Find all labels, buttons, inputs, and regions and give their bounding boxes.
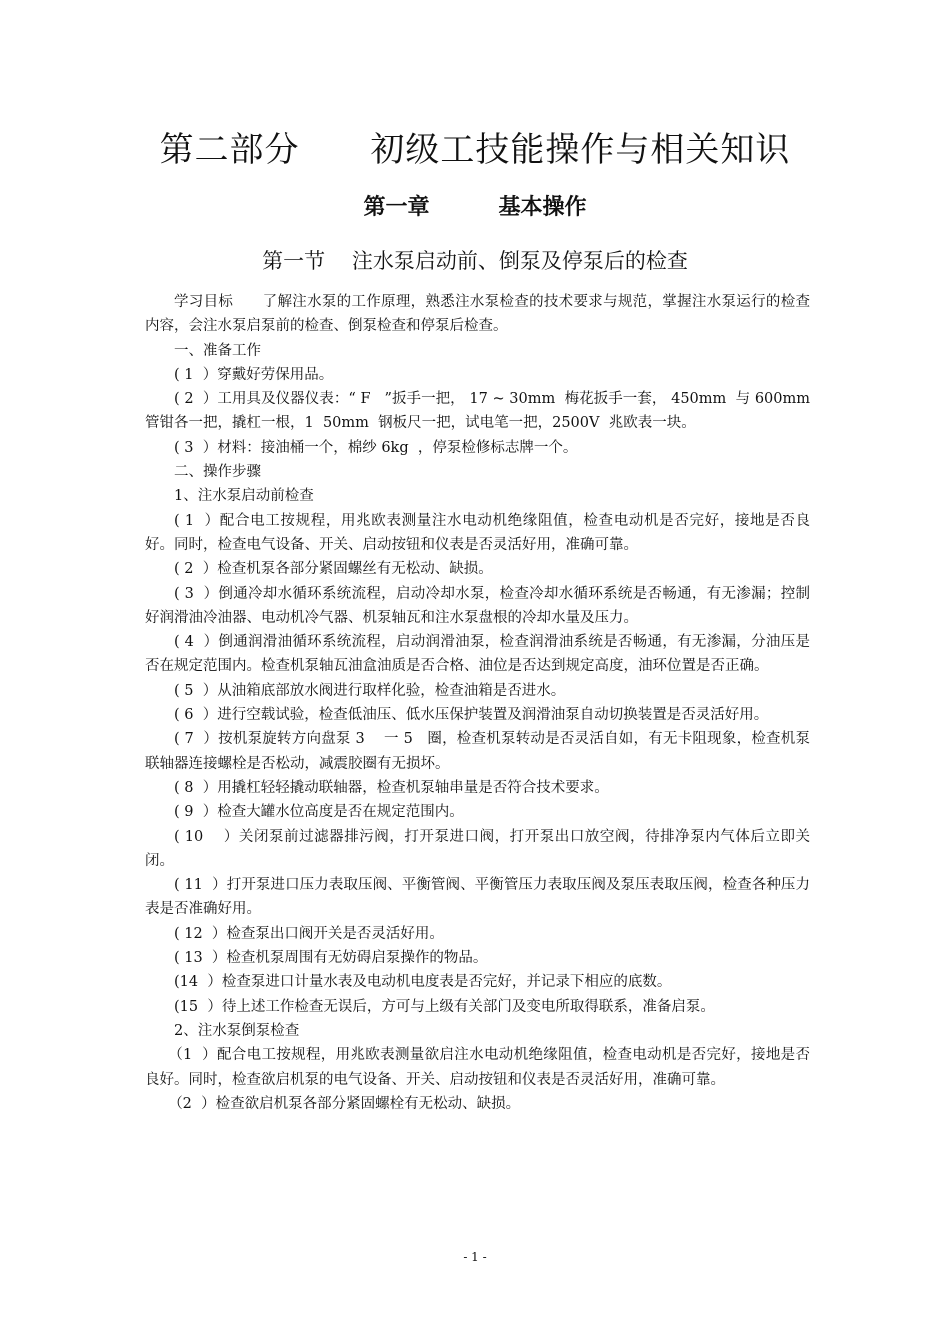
paragraph: （2 ）检查欲启机泵各部分紧固螺栓有无松动、缺损。 xyxy=(168,1095,521,1112)
heading-operation-steps: 二、操作步骤 xyxy=(174,464,261,481)
paragraph: (15 ）待上述工作检查无误后，方可与上级有关部门及变电所取得联系，准备启泵。 xyxy=(174,998,715,1015)
document-body xyxy=(145,290,815,1116)
paragraph: ( 3 ）材料：接油桶一个，棉纱 6kg ，停泵检修标志牌一个。 xyxy=(174,439,578,456)
paragraph: ( 9 ）检查大罐水位高度是否在规定范围内。 xyxy=(174,804,464,821)
part-title: 第二部分 初级工技能操作与相关知识 xyxy=(159,130,791,170)
paragraph: ( 7 ）按机泵旋转方向盘泵 3 一 5 圈，检查机泵转动是否灵活自如，有无卡阻现象，检查机泵联轴器连接螺栓是否松动，减震胶圈有无损坏。 xyxy=(145,731,810,772)
paragraph: ( 2 ）工用具及仪器仪表：“ F ”扳手一把， 17 ~ 30mm 梅花扳手一套， 450mm 与 600mm 管钳各一把，撬杠一根，1 50mm 钢板尺一把，试电笔一把，2500V 兆欧表一块。 xyxy=(145,391,815,432)
paragraph: ( 1 ）穿戴好劳保用品。 xyxy=(174,366,334,383)
chapter-title: 第一章 基本操作 xyxy=(363,194,587,220)
section-title: 第一节 注水泵启动前、倒泵及停泵后的检查 xyxy=(262,249,688,273)
paragraph: ( 12 ）检查泵出口阀开关是否灵活好用。 xyxy=(174,925,444,942)
paragraph: ( 4 ）倒通润滑油循环系统流程，启动润滑油泵，检查润滑油系统是否畅通，有无渗漏，分油压是否在规定范围内。检查机泵轴瓦油盒油质是否合格、油位是否达到规定高度，油环位置是否正确。 xyxy=(145,634,810,675)
paragraph: ( 6 ）进行空载试验，检查低油压、低水压保护装置及润滑油泵自动切换装置是否灵活好用。 xyxy=(174,707,769,724)
subheading-pump-switch-check: 2、注水泵倒泵检查 xyxy=(174,1022,300,1039)
paragraph: (14 ）检查泵进口计量水表及电动机电度表是否完好，并记录下相应的底数。 xyxy=(174,974,672,991)
paragraph: ( 11 ）打开泵进口压力表取压阀、平衡管阀、平衡管压力表取压阀及泵压表取压阀，检查各种压力表是否准确好用。 xyxy=(145,877,810,918)
paragraph: ( 13 ）检查机泵周围有无妨碍启泵操作的物品。 xyxy=(174,950,488,967)
subheading-pre-start-check: 1、注水泵启动前检查 xyxy=(174,488,314,505)
paragraph: ( 3 ）倒通冷却水循环系统流程，启动冷却水泵，检查冷却水循环系统是否畅通，有无渗漏；控制好润滑油冷油器、电动机冷气器、机泵轴瓦和注水泵盘根的冷却水量及压力。 xyxy=(145,585,810,626)
heading-preparation: 一、准备工作 xyxy=(174,342,261,359)
paragraph: ( 8 ）用撬杠轻轻撬动联轴器，检查机泵轴串量是否符合技术要求。 xyxy=(174,779,609,796)
paragraph-learning-objectives: 学习目标 了解注水泵的工作原理，熟悉注水泵检查的技术要求与规范，掌握注水泵运行的检查内容，会注水泵启泵前的检查、倒泵检查和停泵后检查。 xyxy=(145,294,810,335)
paragraph: ( 10 ）关闭泵前过滤器排污阀，打开泵进口阀，打开泵出口放空阀，待排净泵内气体后立即关闭。 xyxy=(145,828,810,869)
paragraph: ( 2 ）检查机泵各部分紧固螺丝有无松动、缺损。 xyxy=(174,561,493,578)
paragraph: ( 5 ）从油箱底部放水阀进行取样化验，检查油箱是否进水。 xyxy=(174,682,566,699)
page-number: - 1 - xyxy=(463,1250,487,1264)
paragraph: （1 ）配合电工按规程，用兆欧表测量欲启注水电动机绝缘阻值，检查电动机是否完好，接地是否良好。同时，检查欲启机泵的电气设备、开关、启动按钮和仪表是否灵活好用，准确可靠。 xyxy=(145,1047,810,1088)
paragraph: ( 1 ）配合电工按规程，用兆欧表测量注水电动机绝缘阻值，检查电动机是否完好，接地是否良好。同时，检查电气设备、开关、启动按钮和仪表是否灵活好用，准确可靠。 xyxy=(145,512,810,553)
